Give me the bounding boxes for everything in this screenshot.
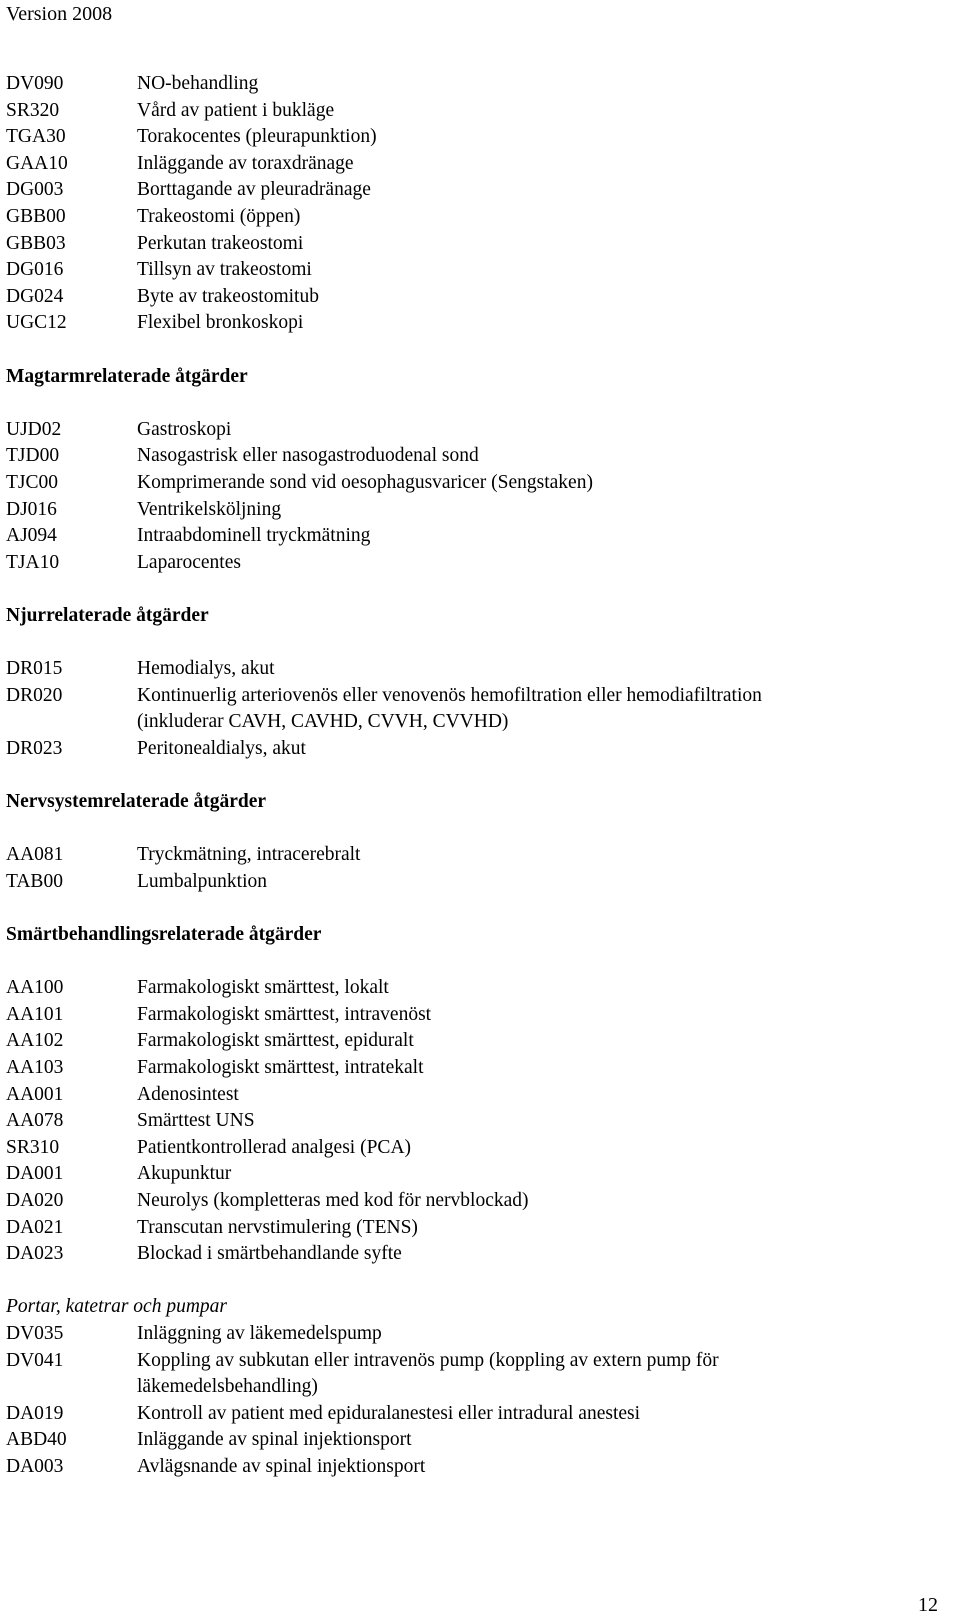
procedure-description: Gastroskopi [137,418,232,440]
procedure-code: DA001 [6,1163,64,1185]
section-heading: Portar, katetrar och pumpar [6,1296,227,1318]
page-header-version: Version 2008 [6,3,113,25]
procedure-code: DA019 [6,1402,64,1424]
procedure-code: DJ016 [6,498,57,520]
procedure-code: DR015 [6,658,63,680]
code-row [6,1108,946,1135]
procedure-code: AA100 [6,977,64,999]
procedure-description: Akupunktur [137,1163,232,1185]
code-row [6,1161,946,1188]
code-row [6,1454,946,1481]
procedure-code: TAB00 [6,870,63,892]
procedure-description: Inläggande av spinal injektionsport [137,1429,412,1451]
procedure-description: NO-behandling [137,73,259,94]
code-row [6,1215,946,1242]
procedure-code: AA081 [6,844,64,866]
section-heading: Magtarmrelaterade åtgärder [6,365,248,387]
procedure-code: DA003 [6,1455,64,1477]
procedure-description: Peritonealdialys, akut [137,737,306,759]
procedure-code: GBB00 [6,205,66,227]
section-heading: Smärtbehandlingsrelaterade åtgärder [6,924,322,945]
code-row [6,1055,946,1082]
procedure-code [6,1374,137,1401]
procedure-description: Torakocentes (pleurapunktion) [137,126,377,148]
procedure-description: Ventrikelsköljning [137,498,282,520]
code-row [6,1188,946,1215]
procedure-description: Koppling av subkutan eller intravenös pump (koppling av extern pump för [137,1349,719,1371]
procedure-description: Kontinuerlig arteriovenös eller venovenös hemofiltration eller hemodiafiltration [137,684,762,706]
procedure-description: Tillsyn av trakeostomi [137,259,312,281]
procedure-code: UGC12 [6,312,67,334]
procedure-description: (inkluderar CAVH, CAVHD, CVVH, CVVHD) [137,711,509,733]
procedure-description: Intraabdominell tryckmätning [137,525,371,547]
code-row [6,497,946,524]
procedure-description: Flexibel bronkoskopi [137,312,304,334]
procedure-code: ABD40 [6,1429,67,1451]
procedure-code: TJA10 [6,551,60,573]
code-row [6,231,946,258]
procedure-code: SR320 [6,99,60,121]
code-row [6,1348,946,1375]
spacer [6,390,946,417]
code-row [6,443,946,470]
section-heading: Nervsystemrelaterade åtgärder [6,791,267,813]
code-row [6,975,946,1002]
code-row [6,736,946,763]
procedure-code: DV041 [6,1349,64,1371]
code-row [6,523,946,550]
procedure-description: Inläggning av läkemedelspump [137,1322,382,1344]
procedure-code: DA021 [6,1216,64,1238]
procedure-code: UJD02 [6,418,62,440]
page-number: 12 [918,1594,938,1616]
procedure-description: Farmakologiskt smärttest, intratekalt [137,1056,424,1078]
procedure-code: DR020 [6,684,63,706]
procedure-code: DA020 [6,1189,64,1211]
code-row [6,417,946,444]
code-row [6,1374,946,1401]
procedure-description: Transcutan nervstimulering (TENS) [137,1216,418,1238]
procedure-code: AA101 [6,1003,64,1025]
code-row [6,1427,946,1454]
spacer [6,337,946,364]
code-row [6,204,946,231]
code-row [6,1241,946,1268]
procedure-code: AA078 [6,1110,64,1132]
procedure-description: Patientkontrollerad analgesi (PCA) [137,1136,412,1158]
procedure-code: DR023 [6,737,63,759]
procedure-description: Farmakologiskt smärttest, epiduralt [137,1030,414,1052]
code-row [6,177,946,204]
code-row [6,98,946,125]
procedure-description: Laparocentes [137,551,241,573]
code-row [6,1321,946,1348]
code-row [6,709,946,736]
procedure-description: Kontroll av patient med epiduralanestesi eller intradural anestesi [137,1402,641,1424]
code-row [6,470,946,497]
procedure-code: DG003 [6,179,64,201]
procedure-code: TJC00 [6,471,59,493]
procedure-description: Inläggande av toraxdränage [137,152,354,174]
code-row [6,151,946,178]
code-row [6,1401,946,1428]
spacer [6,816,946,843]
procedure-description: Hemodialys, akut [137,658,275,680]
procedure-code: DA023 [6,1243,64,1265]
code-row [6,869,946,896]
code-row [6,1002,946,1029]
document-content [6,71,946,1480]
spacer [6,895,946,922]
code-row [6,124,946,151]
spacer [6,762,946,789]
procedure-code [6,709,137,736]
procedure-code: GBB03 [6,232,66,254]
procedure-code: AA103 [6,1056,64,1078]
code-row [6,310,946,337]
procedure-code: DG024 [6,285,64,307]
procedure-code: AA001 [6,1083,64,1105]
procedure-description: Trakeostomi (öppen) [137,205,301,227]
procedure-code: TJD00 [6,445,60,467]
procedure-description: Vård av patient i bukläge [137,99,335,121]
procedure-description: Farmakologiskt smärttest, intravenöst [137,1003,432,1025]
code-row [6,550,946,577]
code-row [6,284,946,311]
spacer [6,949,946,976]
procedure-description: Avlägsnande av spinal injektionsport [137,1455,426,1477]
procedure-code: AA102 [6,1030,64,1052]
procedure-description: Nasogastrisk eller nasogastroduodenal sond [137,445,479,467]
procedure-description: Byte av trakeostomitub [137,285,319,307]
code-row [6,683,946,710]
procedure-code: SR310 [6,1136,60,1158]
procedure-description: Perkutan trakeostomi [137,232,304,254]
procedure-description: läkemedelsbehandling) [137,1376,318,1398]
procedure-description: Adenosintest [137,1083,239,1105]
code-row [6,1082,946,1109]
procedure-description: Komprimerande sond vid oesophagusvaricer (Sengstaken) [137,471,593,493]
code-row [6,71,946,98]
code-row [6,257,946,284]
code-row [6,842,946,869]
code-row [6,1135,946,1162]
procedure-code: DG016 [6,259,64,281]
code-row [6,656,946,683]
procedure-description: Smärttest UNS [137,1110,255,1132]
procedure-description: Borttagande av pleuradränage [137,179,371,201]
procedure-description: Neurolys (kompletteras med kod för nervblockad) [137,1189,529,1211]
procedure-description: Farmakologiskt smärttest, lokalt [137,977,389,999]
procedure-code: DV035 [6,1322,64,1344]
procedure-code: AJ094 [6,525,57,547]
code-row [6,1028,946,1055]
procedure-code: DV090 [6,73,64,94]
spacer [6,576,946,603]
procedure-description: Blockad i smärtbehandlande syfte [137,1243,402,1265]
procedure-description: Tryckmätning, intracerebralt [137,844,361,866]
section-heading: Njurrelaterade åtgärder [6,604,209,626]
spacer [6,1268,946,1295]
procedure-code: TGA30 [6,126,66,148]
procedure-description: Lumbalpunktion [137,870,267,892]
procedure-code: GAA10 [6,152,68,174]
spacer [6,629,946,656]
